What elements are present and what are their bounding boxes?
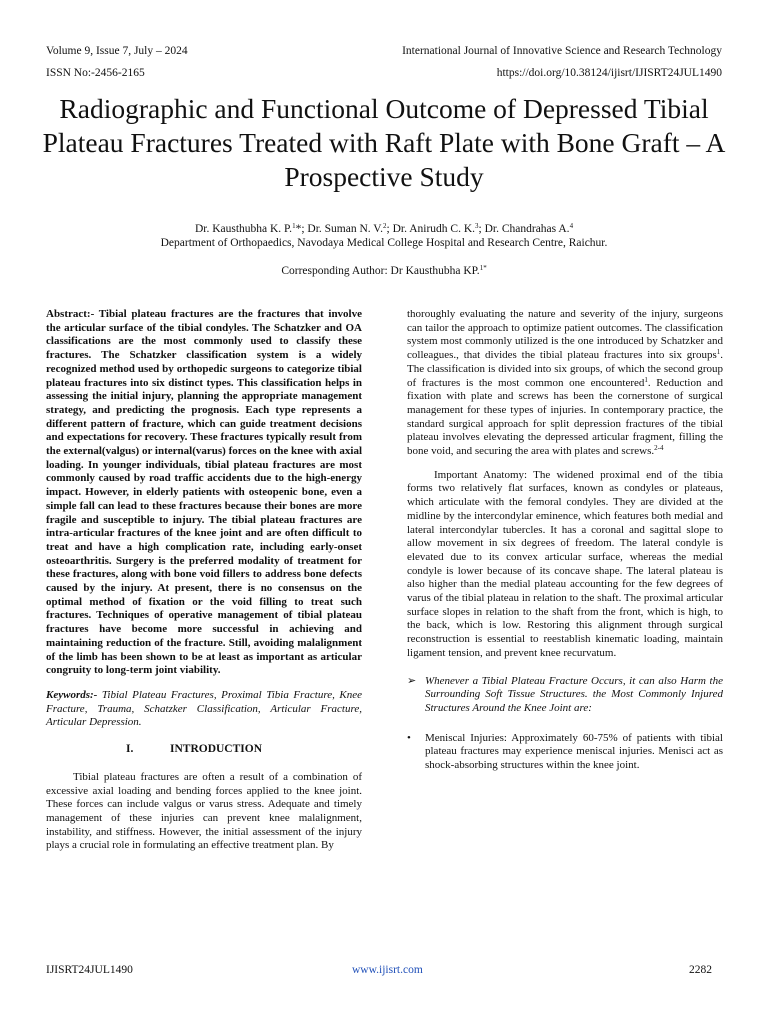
arrow-list-text: Whenever a Tibial Plateau Fracture Occurs, it can also Harm the Surrounding Soft Tissue Structures. the Most Commonly Injured Structures Around the Knee Joint are: [425, 674, 723, 714]
keywords-text: Tibial Plateau Fractures, Proximal Tibia Fracture, Knee Fracture, Trauma, Schatzker Classification, Articular Fracture, Articular Depression. [46, 688, 362, 729]
bullet-list-text: Meniscal Injuries: Approximately 60-75% of patients with tibial plateau fractures may experience meniscal injuries. Menisci act as shock-absorbing structures within the knee joint. [425, 731, 723, 772]
corresponding-text: Corresponding Author: Dr Kausthubha KP. [281, 265, 480, 277]
volume-issue: Volume 9, Issue 7, July – 2024 [46, 45, 188, 57]
citation: 1 [716, 348, 721, 357]
department: Department of Orthopaedics, Navodaya Medical College Hospital and Research Centre, Raichur. [160, 237, 608, 249]
intro-paragraph: Tibial plateau fractures are often a result of a combination of excessive axial loading and bending forces applied to the knee joint. These forces can include valgus or varus stress. Adequate and timely management of these injuries can prevent knee malalignment, instability, and stiffness. However, the initial assessment of the injury plays a crucial role in formulating an effective treatment plan. By [46, 770, 362, 852]
author-affiliation: 2 [383, 222, 387, 230]
right-column [407, 308, 723, 773]
bullet-dot-icon: • [407, 731, 411, 744]
doi-link[interactable]: https://doi.org/10.38124/ijisrt/IJISRT24JUL1490 [496, 67, 722, 79]
anatomy-paragraph: Important Anatomy: The widened proximal end of the tibia forms two relatively flat surfaces, known as condyles or plateaus, which articulate with the femoral condyles. They are divided at the midline by the intercondylar eminence, which features both medial and lateral intercondylar tubercles. It has a coronal and sagittal slope to allow movement in six degrees of freedom. The lateral condyle is elevated due to its convex articular surface, whereas the medial condyle is lower because of its concave shape. The lateral plateau is also higher than the medial plateau accounting for the few degrees of varus of the tibial plateau in relation to the shaft. The proximal articular surface slopes in relation to the shaft from the front, which is high, to the back, which is low. Restoring this alignment through surgical reconstruction is essential to reestablish kinematic loading, maintain ligament tension, and prevent knee recurvatum. [407, 468, 723, 659]
journal-name: International Journal of Innovative Science and Research Technology [402, 45, 722, 57]
section-title: INTRODUCTION [170, 743, 263, 756]
section-number: I. [126, 743, 134, 756]
author-separator: ; [386, 223, 393, 235]
issn: ISSN No:-2456-2165 [46, 67, 145, 79]
keywords-label: Keywords:- [46, 688, 98, 701]
bullet-list-item [407, 732, 723, 773]
citation: 1 [644, 375, 648, 384]
author-list [0, 222, 768, 236]
intro-text-b: . The classification is divided into six groups, of which the second group of fractures is the most common one encountered [407, 349, 723, 389]
footer-article-id: IJISRT24JUL1490 [46, 964, 133, 976]
corresponding-affiliation: 1* [479, 264, 487, 272]
section-heading [46, 743, 362, 757]
abstract: Abstract:- Tibial plateau fractures are the fractures that involve the articular surface of the tibial condyles. The Schatzker and OA classifications are the most commonly used to classify these fractures. The Schatzker classification system is a widely recognized method used by orthopedic surgeons to categorize tibial plateau fractures into six distinct types. This classification helps in assessing the initial injury, planning the appropriate management strategy, and predicting the prognosis. Each type represents a different pattern of fracture, which can guide treatment decisions and expectations for recovery. These fractures typically result from the external(valgus) or internal(varus) forces on the knee with axial loading. In younger individuals, tibial plateau fractures are most commonly caused by road traffic accidents due to the high-energy impact. However, in elderly patients with osteopenic bone, even a simple fall can lead to these fractures because their bones are more fragile and susceptible to injury. The tibial plateau fractures are intra-articular fractures of the knee joint and are often difficult to treat and have a high complication rate, including early-onset osteoarthritis. Surgery is the preferred modality of treatment for these fractures, along with bone void fillers to address bone defects caused by the injury. At present, there is no consensus on the optimal method of fixation or the void filling to treat such fractures. Techniques of operative management of tibial plateau fractures have become more successful in achieving and maintaining reduction of the fracture. Still, avoiding malalignment of the limb has been shown to be at least as important as articular congruity to long-term joint viability. [46, 308, 362, 677]
author-separator: *; [295, 223, 308, 235]
intro-continuation [407, 308, 723, 459]
citation: 2-4 [654, 444, 664, 453]
footer-website-link[interactable]: www.ijisrt.com [352, 964, 423, 976]
author-name: Dr. Suman N. V. [307, 223, 384, 235]
left-column [46, 308, 362, 853]
corresponding-author [0, 264, 768, 278]
author-name: Dr. Anirudh C. K. [392, 223, 476, 235]
author-name: Dr. Kausthubha K. P. [194, 223, 293, 235]
footer-page-number: 2282 [689, 964, 712, 976]
author-separator: ; [478, 223, 485, 235]
keywords [46, 689, 362, 730]
author-affiliation: 4 [569, 222, 574, 230]
intro-text-c: . Reduction and fixation with plate and screws has been the cornerstone of surgical management for these types of injuries. In contemporary practice, the standard surgical approach for split depression fractures of the tibial plateau involves elevating the depressed articular fragment, filling the bone void, and securing the area with plates and screws. [407, 376, 723, 458]
author-affiliation: 3 [475, 222, 479, 230]
paper-title: Radiographic and Functional Outcome of Depressed Tibial Plateau Fractures Treated with Raft Plate with Bone Graft – A Prospective Study [42, 93, 726, 192]
arrow-bullet-icon: ➢ [407, 674, 417, 687]
author-affiliation: 1 [292, 222, 296, 230]
author-name: Dr. Chandrahas A. [484, 223, 570, 235]
intro-text-a: thoroughly evaluating the nature and severity of the injury, surgeons can tailor the approach to optimize patient outcomes. The classification system most commonly utilized is the one introduced by Schatzker and colleagues., that divides the tibial plateau fractures into six groups [407, 308, 723, 362]
arrow-list-item [407, 675, 723, 716]
